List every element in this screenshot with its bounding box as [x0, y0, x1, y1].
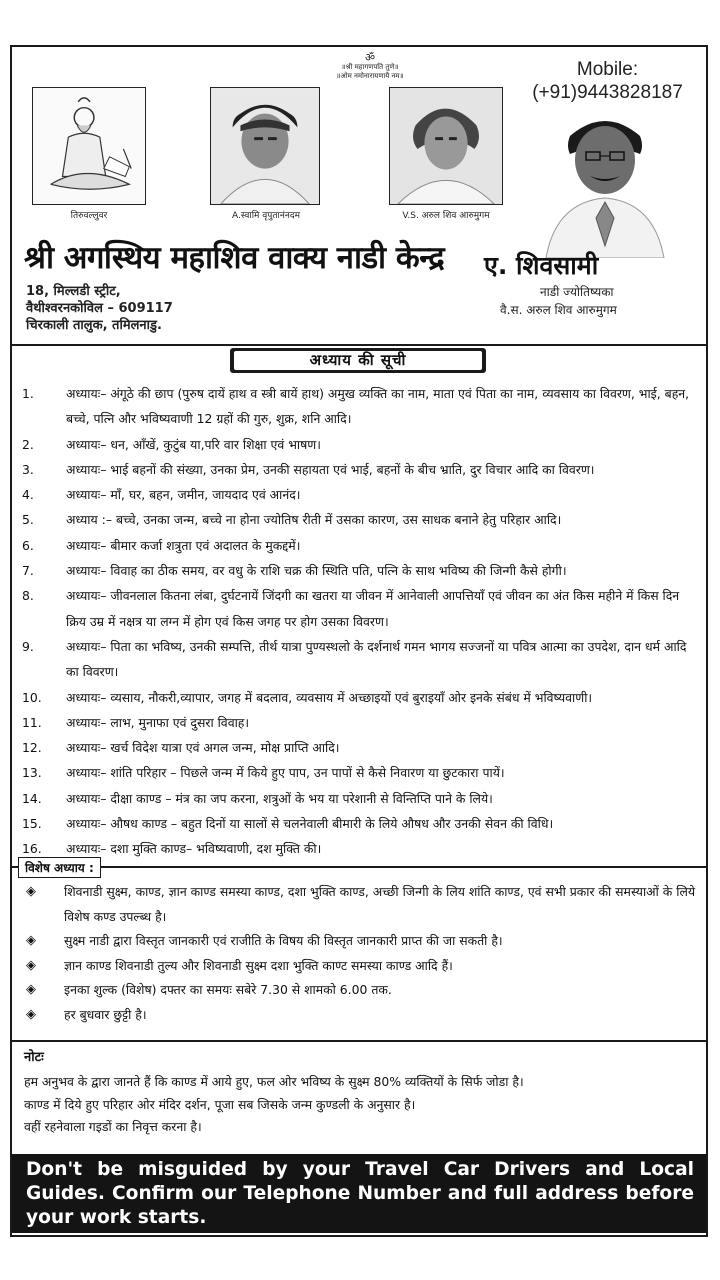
chapter-item — [22, 457, 702, 482]
role-line-2: वै.स. अरुल शिव आरुमुगम — [500, 303, 617, 317]
mantra — [280, 52, 460, 81]
chapter-number: 5. — [22, 512, 34, 528]
astrologer-role — [500, 283, 617, 319]
chapter-number: 3. — [22, 461, 34, 477]
chapter-item — [22, 811, 702, 836]
chapter-text: अध्यायः– दशा मुक्ति काण्ड– भविष्यवाणी, दश मुक्ति की। — [66, 841, 322, 857]
chapter-text: अध्यायः– लाभ, मुनाफा एवं दुसरा विवाह। — [66, 714, 250, 730]
chapter-text: अध्यायः– भाई बहनों की संख्या, उनका प्रेम, उनकी सहायता एवं भाई, बहनों के बीच भ्राति, दुर विचार आदि का विवरण। — [66, 461, 595, 477]
diamond-bullet-icon: ◈ — [26, 957, 36, 973]
special-item — [26, 1003, 698, 1028]
address-line-2: वैथीश्वरनकोविल – 609117 — [26, 301, 173, 316]
role-line-1: नाडी ज्योतिष्यका — [540, 285, 614, 299]
header-divider — [10, 344, 708, 346]
chapter-number: 4. — [22, 487, 34, 503]
note-line-1: हम अनुभव के द्वारा जानते हैं कि काण्ड में आये हुए, फल ओर भविष्य के सुक्ष्म 80% व्यक्तियों के सिर्फ जोडा है। — [24, 1074, 524, 1089]
chapter-text: अध्याय :– बच्चे, उनका जन्म, बच्चे ना होना ज्योतिष रीती में उसका कारण, उस साधक बनाने हेतु परिहार आदि। — [66, 512, 562, 528]
special-chapter-label: विशेष अध्याय : — [18, 857, 101, 878]
diamond-bullet-icon: ◈ — [26, 884, 36, 899]
chapter-number: 1. — [22, 386, 34, 401]
special-text: ज्ञान काण्ड शिवनाडी तुल्य और शिवनाडी सुक्ष्म दशा भुक्ति काण्ट समस्या काण्ड आदि हैं। — [64, 957, 453, 973]
chapter-text: अध्यायः– बीमार कर्जा शत्रुता एवं अदालत के मुकद्दमें। — [66, 537, 301, 553]
chapter-list-banner — [230, 348, 486, 373]
banner-text: अध्याय की सूची — [234, 351, 482, 370]
chapter-item — [22, 634, 702, 685]
astrologer-photo — [542, 108, 668, 258]
address-line-1: 18, मिल्लडी स्ट्रीट, — [26, 284, 121, 299]
swami-portrait — [210, 87, 320, 205]
chapter-number: 9. — [22, 638, 34, 654]
chapter-item — [22, 685, 702, 710]
special-item — [26, 954, 698, 979]
arul-shiva-portrait — [389, 87, 503, 205]
chapter-text: अध्यायः– दीक्षा काण्ड – मंत्र का जप करना, शत्रुओं के भय या परेशानी से विन्तिप्ति पाने के लिये। — [66, 790, 493, 806]
centre-title: श्री अगस्थिय महाशिव वाक्य नाडी केन्द्र — [24, 240, 445, 276]
chapter-number: 16. — [22, 841, 42, 857]
note-line-2: काण्ड में दिये हुए परिहार ओर मंदिर दर्शन, पूजा सब जिसके जन्म कुण्डली के अनुसार है। — [24, 1096, 416, 1112]
chapter-item — [22, 786, 702, 811]
special-item — [26, 880, 698, 929]
note-title: नोटः — [24, 1050, 44, 1065]
photo-caption-3: V.S. अरुल शिव आरुमुगम — [402, 211, 490, 221]
photo-caption-1: तिरुवल्लुवर — [70, 211, 108, 221]
chapter-text: अध्यायः– विवाह का ठीक समय, वर वधु के राशि चक्र की स्थिति पति, पत्नि के साथ भविष्य की जिन्गी कैसे होगी। — [66, 563, 567, 579]
warning-banner: Don't be misguided by your Travel Car Drivers and Local Guides. Confirm our Telephone Number and full address before your work starts. — [12, 1154, 706, 1233]
chapter-text: अध्यायः– जीवनलाल कितना लंबा, दुर्घटनायें जिंदगी का खतरा या जीवन में आनेवाली आपत्तियाँ एवं जीवन का अंत किस महीने में किस दिन क्रिय उम्र में नक्षत्र या लग्न में होग एवं किस जगह पर होग उसका विवरण। — [66, 588, 680, 629]
chapter-item — [22, 583, 702, 634]
chapter-item — [22, 558, 702, 583]
chapter-list — [22, 381, 702, 862]
mantra-line-1: ॥श्री महागणपति तुणे॥ — [341, 63, 399, 71]
chapter-text: अध्यायः– शांति परिहार – पिछले जन्म में किये हुए पाप, उन पापों से कैसे निवारण या छुटकारा पायें। — [66, 765, 505, 781]
chapter-number: 10. — [22, 689, 42, 705]
chapter-item — [22, 533, 702, 558]
photo-caption-2: A.स्वामि वृपुतानंनदम — [232, 211, 300, 221]
special-text: शिवनाडी सुक्ष्म, काण्ड, ज्ञान काण्ड समस्या काण्ड, दशा भुक्ति काण्ड, अच्छी जिन्गी के लिय शांति काण्ड, एवं सभी प्रकार की समस्याओं के लिये विशेष कण्ड उपल्ब्ध है। — [64, 884, 696, 924]
chapter-text: अध्यायः– पिता का भविष्य, उनकी सम्पत्ति, तीर्थ यात्रा पुण्यस्थलो के दर्शनार्थ गमन भागय सज्जनों या पवित्र आत्मा का उपदेश, दान धर्म आदि का विवरण। — [66, 638, 687, 680]
chapter-number: 8. — [22, 588, 34, 604]
thiruvalluvar-portrait — [32, 87, 146, 205]
mobile-number[interactable]: (+91)9443828187 — [532, 82, 683, 103]
special-text: सुक्ष्म नाडी द्वारा विस्तृत जानकारी एवं राजीति के विषय की विस्तृत जानकारी प्राप्त की जा सकती है। — [64, 933, 503, 948]
chapter-text: अध्यायः– औषध काण्ड – बहुत दिनों या सालों से चलनेवाली बीमारी के लिये औषध और उनकी सेवन की विधि। — [66, 816, 554, 832]
chapter-number: 2. — [22, 436, 34, 452]
chapter-text: अध्यायः– खर्च विदेश यात्रा एवं अगल जन्म, मोक्ष प्राप्ति आदि। — [66, 740, 340, 756]
special-item — [26, 978, 698, 1003]
mobile-label: Mobile: — [576, 59, 639, 80]
chapter-text: अध्यायः– अंगूठे की छाप (पुरुष दायें हाथ व स्त्री बायें हाथ) अमुख व्यक्ति का नाम, माता एवं पिता का नाम, व्यवसाय का विवरण, भाई, बहन, बच्चे, पत्नि और भविष्यवाणी 12 ग्रहों की गुरु, शुक्र, शनि आदि। — [66, 386, 690, 427]
chapter-item — [22, 482, 702, 507]
chapter-item — [22, 760, 702, 785]
note-line-3: वहीं रहनेवाला गइडों का निवृत्त करना है। — [24, 1119, 202, 1134]
chapter-item — [22, 432, 702, 457]
chapter-item — [22, 381, 702, 432]
special-divider — [10, 866, 708, 868]
special-text: इनका शुल्क (विशेष) दफ्तर का समयः सबेरे 7.30 से शामको 6.00 तक. — [64, 982, 392, 997]
mobile-contact — [520, 58, 695, 104]
astrologer-name: ए. शिवसामी — [484, 251, 599, 280]
chapter-number: 6. — [22, 537, 34, 553]
chapter-text: अध्यायः– व्यसाय, नौकरी,व्यापार, जगह में बदलाव, व्यवसाय में अच्छाइयों एवं बुराइयाँ ओर इनके संबंध में भविष्यवाणी। — [66, 689, 593, 705]
chapter-number: 13. — [22, 765, 42, 781]
chapter-item — [22, 710, 702, 735]
special-list — [26, 880, 698, 1027]
om-symbol: ॐ — [364, 51, 376, 64]
chapter-item — [22, 836, 702, 861]
chapter-text: अध्यायः– धन, आँखें, कुटुंब या,परि वार शिक्षा एवं भाषण। — [66, 436, 321, 452]
special-text: हर बुधवार छुट्टी है। — [64, 1006, 147, 1022]
diamond-bullet-icon: ◈ — [26, 933, 36, 948]
chapter-number: 11. — [22, 714, 42, 730]
note-block — [24, 1071, 694, 1139]
chapter-number: 14. — [22, 790, 42, 806]
mantra-line-2: ॥ओम नमोनारायणायै नम॥ — [336, 72, 404, 80]
chapter-number: 12. — [22, 740, 42, 756]
chapter-item — [22, 735, 702, 760]
note-divider — [10, 1040, 708, 1042]
address-block — [26, 283, 173, 334]
chapter-item — [22, 507, 702, 532]
chapter-number: 15. — [22, 816, 42, 832]
diamond-bullet-icon: ◈ — [26, 1006, 36, 1022]
diamond-bullet-icon: ◈ — [26, 982, 36, 997]
chapter-number: 7. — [22, 563, 34, 579]
address-line-3: चिरकाली तालुक, तमिलनाडु. — [26, 318, 162, 333]
chapter-text: अध्यायः– माँ, घर, बहन, जमीन, जायदाद एवं आनंद। — [66, 487, 301, 503]
special-item — [26, 929, 698, 954]
